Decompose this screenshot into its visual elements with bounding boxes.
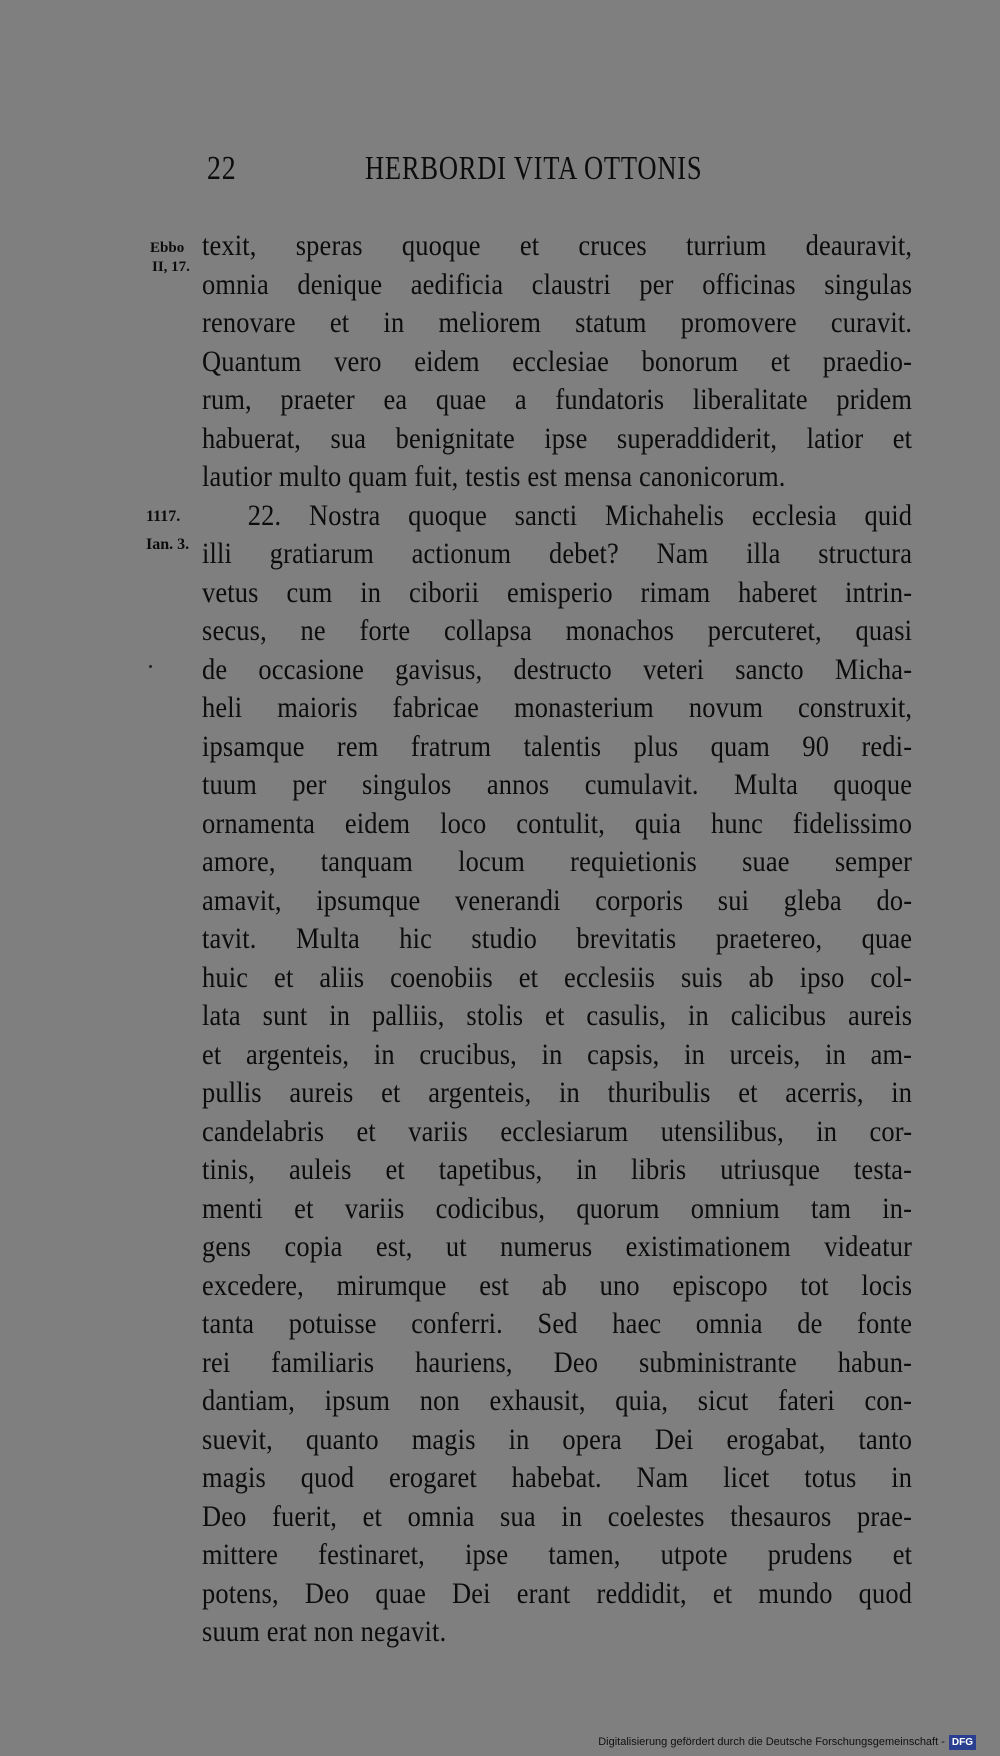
stray-print-mark: [149, 665, 152, 668]
text-line: 22. Nostra quoque sancti Michahelis ecclesia quid: [247, 498, 913, 532]
text-line: lautior multo quam fuit, testis est mensa canonicorum.: [202, 460, 786, 493]
running-title: HERBORDI VITA OTTONIS: [365, 150, 703, 187]
text-line: rei familiaris hauriens, Deo subministrante habun-: [202, 1345, 913, 1379]
text-line: rum, praeter ea quae a fundatoris liberalitate pridem: [202, 383, 913, 416]
page-header: [0, 150, 1000, 200]
footer-credit: Digitalisierung gefördert durch die Deutsche Forschungsgemeinschaft -: [598, 1736, 945, 1748]
text-line: heli maioris fabricae monasterium novum construxit,: [202, 691, 913, 724]
text-line: candelabris et variis ecclesiarum utensilibus, in cor-: [202, 1114, 913, 1148]
margin-note-year: 1117.: [146, 508, 181, 525]
text-line: ipsamque rem fratrum talentis plus quam 90 redi-: [202, 729, 913, 763]
text-line: texit, speras quoque et cruces turrium deauravit,: [202, 229, 913, 262]
text-line: amavit, ipsumque venerandi corporis sui gleba do-: [202, 883, 913, 917]
margin-note-date: Ian. 3.: [146, 536, 190, 553]
text-line: amore, tanquam locum requietionis suae semper: [202, 845, 913, 878]
dfg-logo: DFG: [949, 1735, 976, 1750]
text-line: tavit. Multa hic studio brevitatis praetereo, quae: [202, 922, 913, 955]
text-line: pullis aureis et argenteis, in thuribulis et acerris, in: [202, 1076, 913, 1109]
margin-note-source: Ebbo: [150, 240, 185, 256]
text-line: gens copia est, ut numerus existimationem videatur: [202, 1230, 913, 1263]
text-line: Quantum vero eidem ecclesiae bonorum et praedio-: [202, 344, 913, 378]
text-line: huic et aliis coenobiis et ecclesiis suis ab ipso col-: [202, 960, 913, 994]
text-line: de occasione gavisus, destructo veteri sancto Micha-: [202, 652, 913, 686]
text-line: suum erat non negavit.: [202, 1615, 447, 1648]
text-line: et argenteis, in crucibus, in capsis, in urceis, in am-: [202, 1037, 913, 1071]
text-line: habuerat, sua benignitate ipse superaddiderit, latior et: [202, 421, 913, 455]
text-line: excedere, mirumque est ab uno episcopo tot locis: [202, 1268, 913, 1302]
text-line: secus, ne forte collapsa monachos percuteret, quasi: [202, 614, 913, 647]
text-line: renovare et in meliorem statum promovere curavit.: [202, 306, 913, 339]
text-line: dantiam, ipsum non exhausit, quia, sicut fateri con-: [202, 1384, 913, 1417]
digitization-footer: [598, 1733, 976, 1751]
margin-note-source-ref: II, 17.: [152, 259, 190, 275]
text-line: tinis, auleis et tapetibus, in libris utriusque testa-: [202, 1153, 913, 1186]
text-line: mittere festinaret, ipse tamen, utpote prudens et: [202, 1538, 913, 1571]
text-line: potens, Deo quae Dei erant reddidit, et mundo quod: [202, 1576, 913, 1610]
text-line: omnia denique aedificia claustri per officinas singulas: [202, 267, 913, 301]
text-line: menti et variis codicibus, quorum omnium tam in-: [202, 1191, 913, 1225]
body-text: [202, 227, 912, 1652]
text-line: tuum per singulos annos cumulavit. Multa quoque: [202, 768, 913, 801]
page-number: 22: [207, 150, 237, 187]
text-line: vetus cum in ciborii emisperio rimam haberet intrin-: [202, 575, 913, 609]
text-line: illi gratiarum actionum debet? Nam illa structura: [202, 537, 913, 570]
text-line: Deo fuerit, et omnia sua in coelestes thesauros prae-: [202, 1499, 913, 1533]
text-line: magis quod erogaret habebat. Nam licet totus in: [202, 1461, 913, 1494]
text-line: tanta potuisse conferri. Sed haec omnia de fonte: [202, 1307, 913, 1340]
text-line: lata sunt in palliis, stolis et casulis, in calicibus aureis: [202, 999, 913, 1032]
text-line: suevit, quanto magis in opera Dei erogabat, tanto: [202, 1422, 913, 1456]
text-line: ornamenta eidem loco contulit, quia hunc fidelissimo: [202, 806, 913, 840]
